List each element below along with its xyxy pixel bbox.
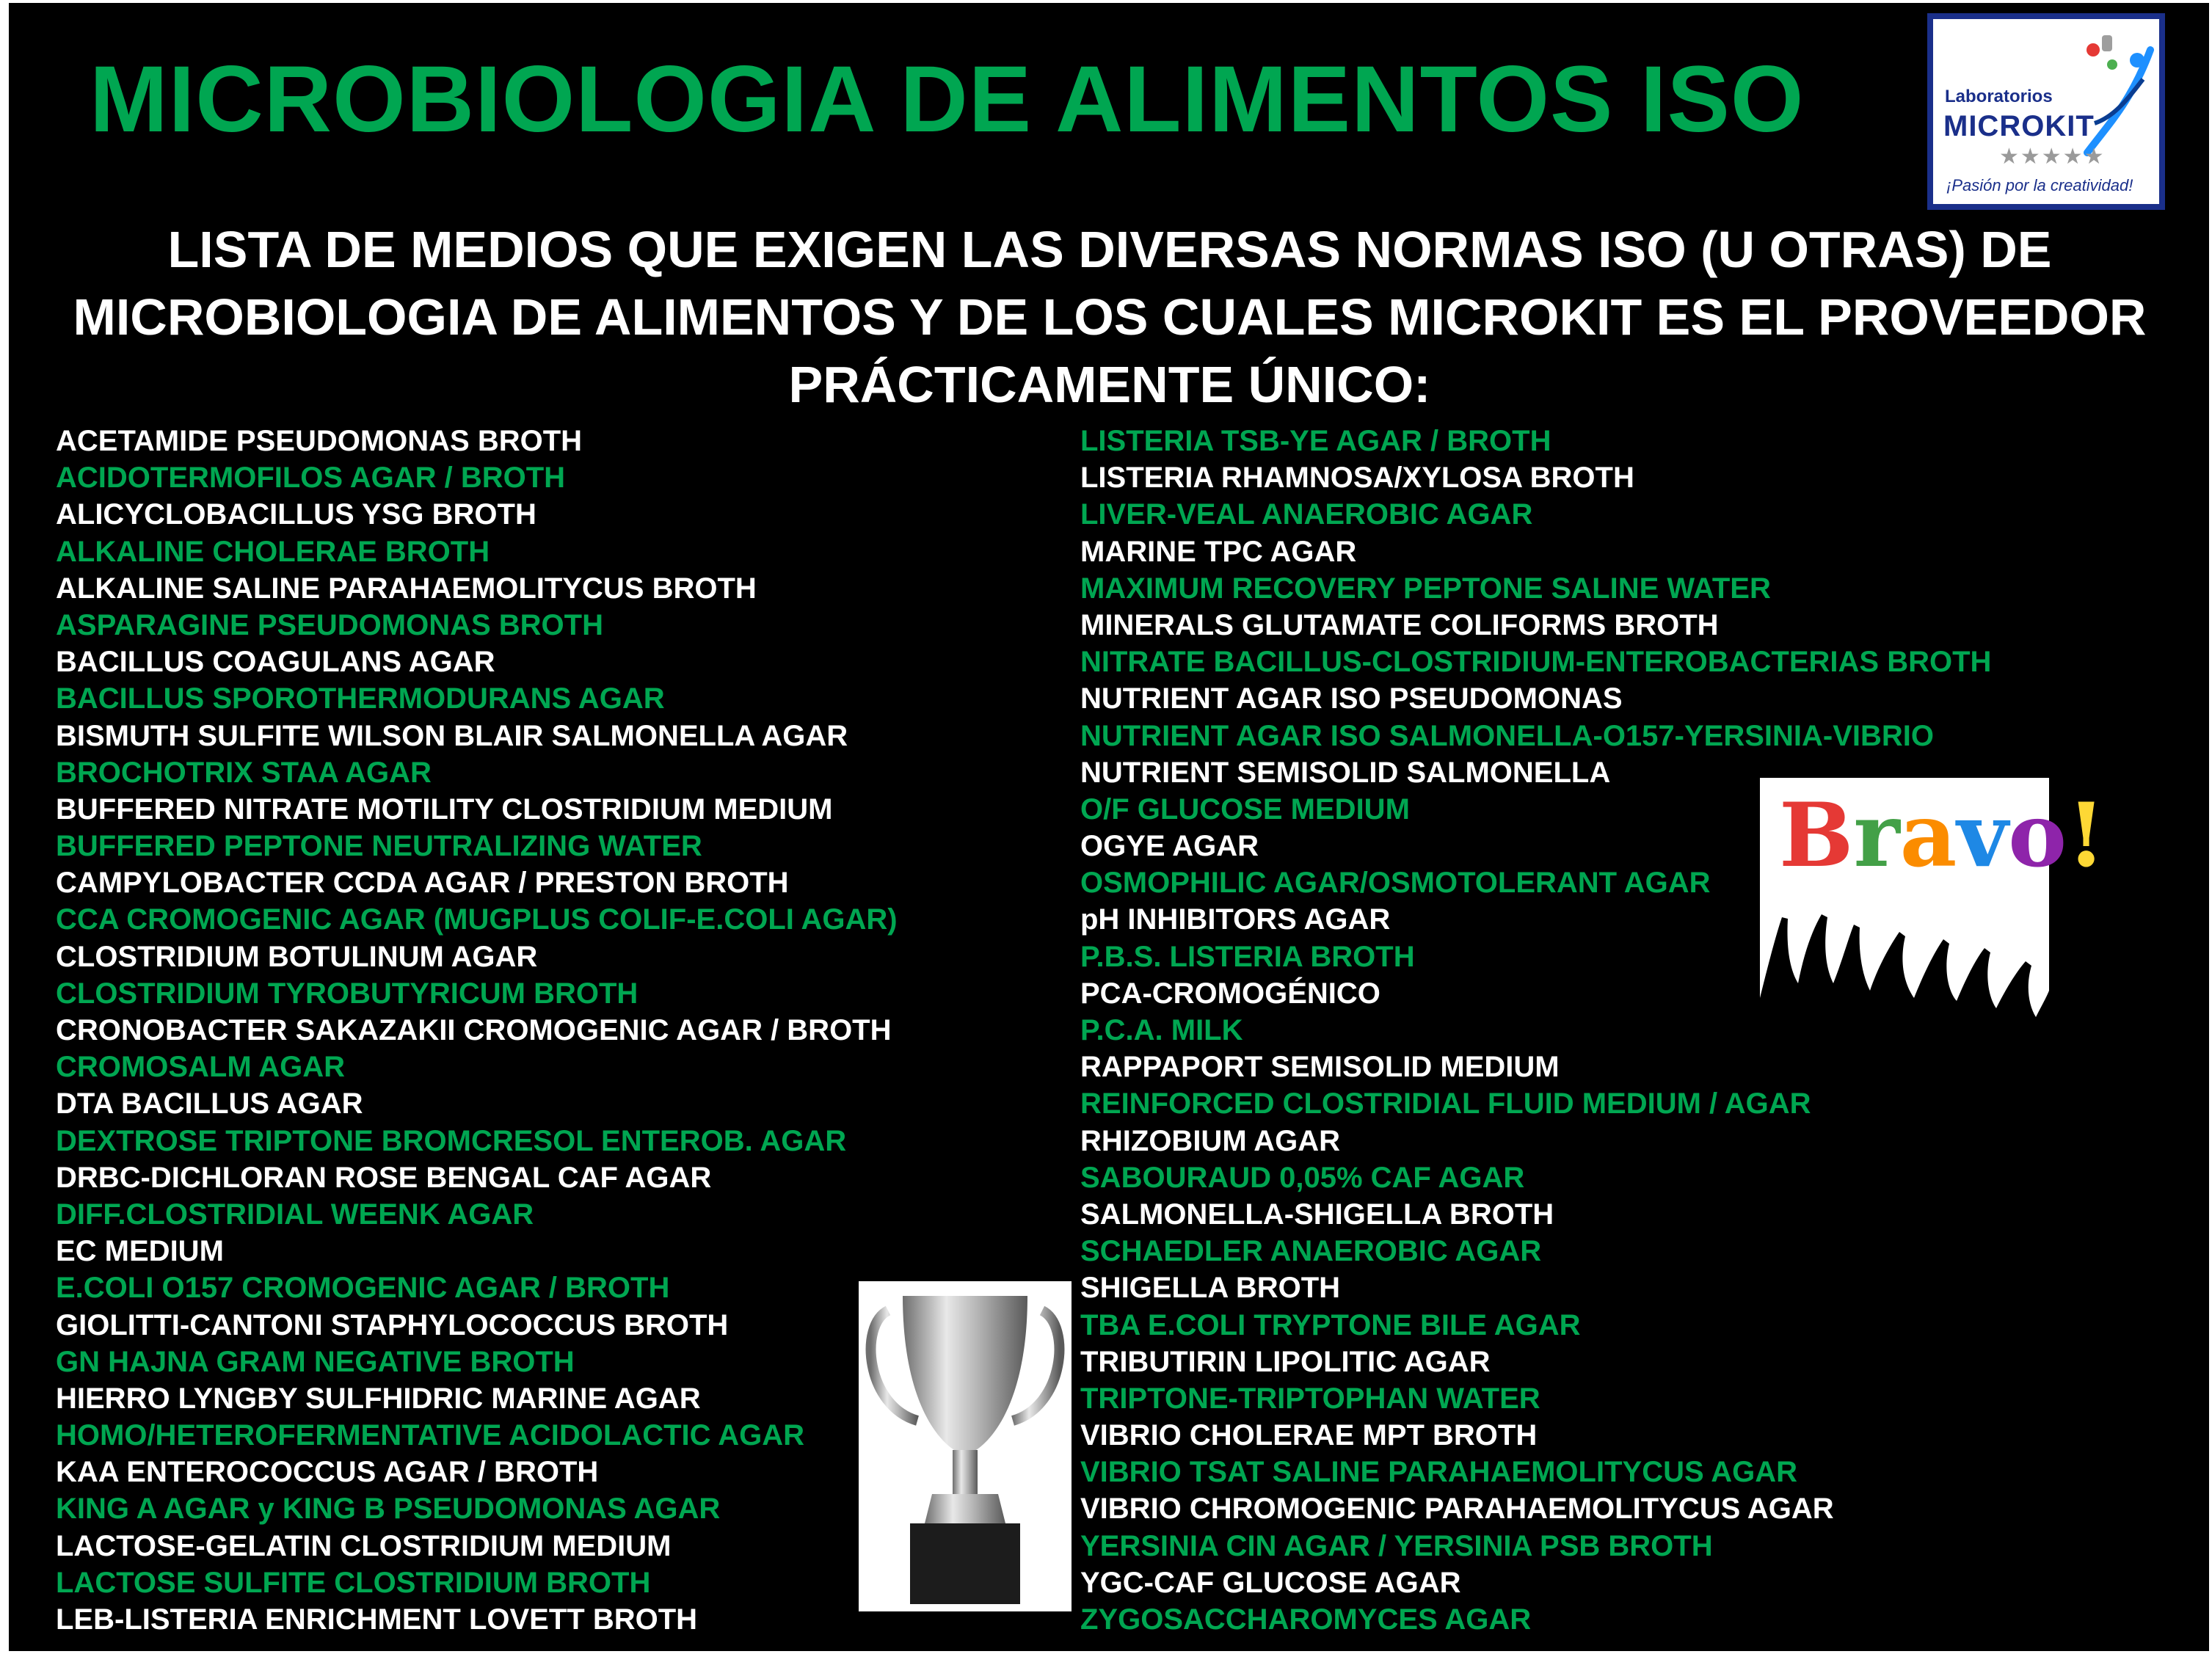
medium-item: TBA E.COLI TRYPTONE BILE AGAR — [1080, 1308, 1581, 1341]
medium-item: LISTERIA TSB-YE AGAR / BROTH — [1080, 425, 1551, 457]
logo-slogan: ¡Pasión por la creatividad! — [1946, 176, 2133, 194]
medium-item: ZYGOSACCHAROMYCES AGAR — [1080, 1603, 1532, 1636]
slide — [9, 3, 2209, 1651]
medium-item: KAA ENTEROCOCCUS AGAR / BROTH — [56, 1456, 599, 1489]
medium-item: ASPARAGINE PSEUDOMONAS BROTH — [56, 608, 603, 641]
medium-item: DIFF.CLOSTRIDIAL WEENK AGAR — [56, 1198, 534, 1231]
medium-item: VIBRIO CHROMOGENIC PARAHAEMOLITYCUS AGAR — [1080, 1493, 1834, 1526]
medium-item: CAMPYLOBACTER CCDA AGAR / PRESTON BROTH — [56, 867, 789, 900]
medium-item: ACETAMIDE PSEUDOMONAS BROTH — [56, 425, 583, 457]
medium-item: YERSINIA CIN AGAR / YERSINIA PSB BROTH — [1080, 1529, 1713, 1562]
bravo-letter: r — [1853, 784, 1900, 887]
medium-item: KING A AGAR y KING B PSEUDOMONAS AGAR — [56, 1493, 721, 1526]
medium-item: MINERALS GLUTAMATE COLIFORMS BROTH — [1080, 608, 1719, 641]
medium-item: CRONOBACTER SAKAZAKII CROMOGENIC AGAR / BROTH — [56, 1014, 892, 1046]
medium-item: LEB-LISTERIA ENRICHMENT LOVETT BROTH — [56, 1603, 698, 1636]
medium-item: BACILLUS COAGULANS AGAR — [56, 646, 495, 679]
medium-item: P.B.S. LISTERIA BROTH — [1080, 940, 1415, 973]
medium-item: SHIGELLA BROTH — [1080, 1272, 1341, 1305]
subtitle: LISTA DE MEDIOS QUE EXIGEN LAS DIVERSAS NORMAS ISO (U OTRAS) DE MICROBIOLOGIA DE ALIMENTOS Y DE LOS CUALES MICROKIT ES EL PROVEEDOR PRÁCTICAMENTE ÚNICO: — [73, 221, 2147, 413]
logo-stars: ★★★★★ — [1999, 145, 2106, 169]
medium-item: NUTRIENT AGAR ISO SALMONELLA-O157-YERSINIA-VIBRIO — [1080, 719, 1935, 752]
medium-item: TRIBUTIRIN LIPOLITIC AGAR — [1080, 1345, 1491, 1378]
medium-item: HIERRO LYNGBY SULFHIDRIC MARINE AGAR — [56, 1382, 701, 1415]
medium-item: BUFFERED NITRATE MOTILITY CLOSTRIDIUM MEDIUM — [56, 793, 833, 826]
medium-item: SABOURAUD 0,05% CAF AGAR — [1080, 1161, 1525, 1194]
medium-item: BROCHOTRIX STAA AGAR — [56, 756, 432, 789]
medium-item: DEXTROSE TRIPTONE BROMCRESOL ENTEROB. AGAR — [56, 1124, 847, 1157]
medium-item: RHIZOBIUM AGAR — [1080, 1124, 1341, 1157]
medium-item: REINFORCED CLOSTRIDIAL FLUID MEDIUM / AGAR — [1080, 1088, 1811, 1121]
bravo-letter: B — [1779, 784, 1854, 887]
medium-item: VIBRIO TSAT SALINE PARAHAEMOLITYCUS AGAR — [1080, 1456, 1798, 1489]
medium-item: ALICYCLOBACILLUS YSG BROTH — [56, 498, 536, 531]
medium-item: GN HAJNA GRAM NEGATIVE BROTH — [56, 1345, 575, 1378]
medium-item: HOMO/HETEROFERMENTATIVE ACIDOLACTIC AGAR — [56, 1419, 804, 1452]
bravo-letter: o — [2008, 784, 2067, 887]
medium-item: PCA-CROMOGÉNICO — [1080, 977, 1380, 1010]
medium-item: ALKALINE CHOLERAE BROTH — [56, 535, 490, 568]
medium-item: OGYE AGAR — [1080, 830, 1259, 863]
bravo-text — [1779, 784, 2106, 887]
medium-item: LACTOSE-GELATIN CLOSTRIDIUM MEDIUM — [56, 1529, 672, 1562]
medium-item: MARINE TPC AGAR — [1080, 535, 1357, 568]
bravo-letter: ! — [2067, 784, 2106, 887]
medium-item: CROMOSALM AGAR — [56, 1051, 346, 1084]
crowd-silhouette-icon — [1760, 910, 2049, 1064]
medium-item: MAXIMUM RECOVERY PEPTONE SALINE WATER — [1080, 572, 1771, 605]
medium-item: ALKALINE SALINE PARAHAEMOLITYCUS BROTH — [56, 572, 757, 605]
medium-item: EC MEDIUM — [56, 1235, 224, 1268]
medium-item: pH INHIBITORS AGAR — [1080, 903, 1391, 936]
bravo-letter: v — [1957, 784, 2009, 887]
medium-item: LIVER-VEAL ANAEROBIC AGAR — [1080, 498, 1533, 531]
medium-item: NITRATE BACILLUS-CLOSTRIDIUM-ENTEROBACTERIAS BROTH — [1080, 646, 1992, 679]
medium-item: GIOLITTI-CANTONI STAPHYLOCOCCUS BROTH — [56, 1308, 729, 1341]
medium-item: BACILLUS SPOROTHERMODURANS AGAR — [56, 682, 665, 715]
logo-laboratorios-text: Laboratorios — [1945, 87, 2053, 106]
logo-brand-name: MICROKIT — [1943, 110, 2095, 142]
bravo-crowd-image — [1760, 778, 2106, 1064]
medium-item: YGC-CAF GLUCOSE AGAR — [1080, 1566, 1461, 1599]
microkit-logo — [1927, 13, 2165, 210]
logo-panel — [1933, 19, 2159, 204]
medium-item: SCHAEDLER ANAEROBIC AGAR — [1080, 1235, 1542, 1268]
medium-item: NUTRIENT AGAR ISO PSEUDOMONAS — [1080, 682, 1623, 715]
medium-item: BUFFERED PEPTONE NEUTRALIZING WATER — [56, 830, 702, 863]
medium-item: TRIPTONE-TRIPTOPHAN WATER — [1080, 1382, 1540, 1415]
medium-item: ACIDOTERMOFILOS AGAR / BROTH — [56, 462, 566, 495]
medium-item: RAPPAPORT SEMISOLID MEDIUM — [1080, 1051, 1560, 1084]
medium-item: DTA BACILLUS AGAR — [56, 1088, 363, 1121]
medium-item: P.C.A. MILK — [1080, 1014, 1243, 1046]
bravo-letter: a — [1899, 784, 1957, 887]
medium-item: BISMUTH SULFITE WILSON BLAIR SALMONELLA AGAR — [56, 719, 848, 752]
medium-item: E.COLI O157 CROMOGENIC AGAR / BROTH — [56, 1272, 670, 1305]
medium-item: OSMOPHILIC AGAR/OSMOTOLERANT AGAR — [1080, 867, 1711, 900]
medium-item: NUTRIENT SEMISOLID SALMONELLA — [1080, 756, 1611, 789]
medium-item: LACTOSE SULFITE CLOSTRIDIUM BROTH — [56, 1566, 651, 1599]
medium-item: O/F GLUCOSE MEDIUM — [1080, 793, 1410, 826]
medium-item: CCA CROMOGENIC AGAR (MUGPLUS COLIF-E.COLI AGAR) — [56, 903, 898, 936]
medium-item: LISTERIA RHAMNOSA/XYLOSA BROTH — [1080, 462, 1634, 495]
medium-item: CLOSTRIDIUM TYROBUTYRICUM BROTH — [56, 977, 639, 1010]
medium-item: DRBC-DICHLORAN ROSE BENGAL CAF AGAR — [56, 1161, 712, 1194]
medium-item: VIBRIO CHOLERAE MPT BROTH — [1080, 1419, 1538, 1452]
page-title: MICROBIOLOGIA DE ALIMENTOS ISO — [90, 47, 1805, 152]
medium-item: SALMONELLA-SHIGELLA BROTH — [1080, 1198, 1554, 1231]
medium-item: CLOSTRIDIUM BOTULINUM AGAR — [56, 940, 538, 973]
trophy-icon — [859, 1281, 1072, 1611]
